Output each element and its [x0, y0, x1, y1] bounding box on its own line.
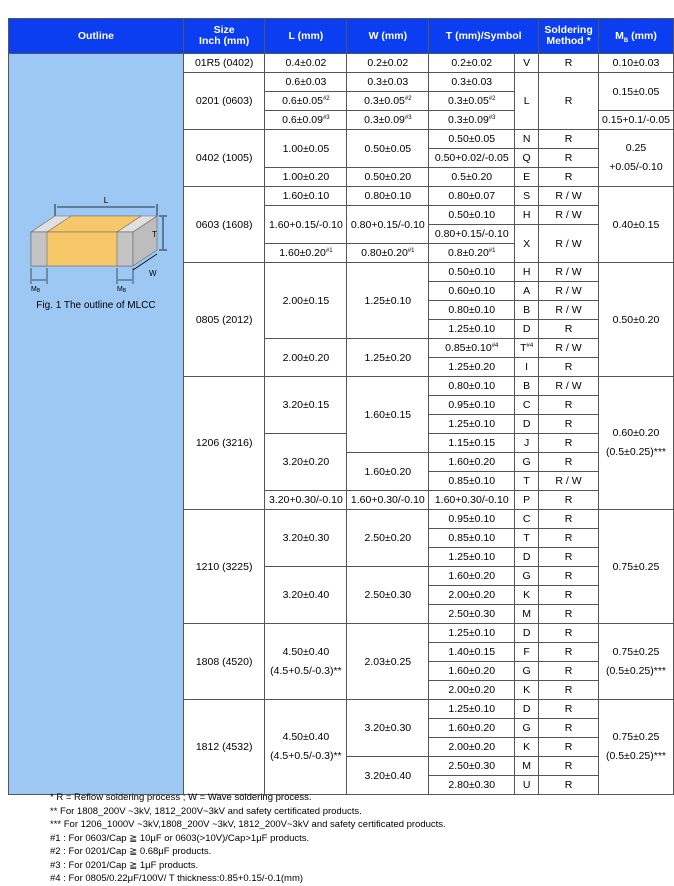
width-cell: 0.80+0.15/-0.10	[347, 206, 429, 244]
soldering-cell: R	[539, 73, 599, 130]
thickness-cell: 1.60±0.20	[429, 453, 515, 472]
symbol-cell	[515, 339, 539, 358]
chip-right-terminal-front	[117, 232, 133, 266]
length-cell	[265, 111, 347, 130]
header-mb-sub: B	[623, 37, 629, 44]
symbol-cell: A	[515, 282, 539, 301]
width-cell	[347, 111, 429, 130]
header-size	[183, 19, 265, 54]
thickness-cell: 0.80±0.10	[429, 377, 515, 396]
thickness-cell: 1.40±0.15	[429, 643, 515, 662]
length-value-line1: 4.50±0.40	[282, 645, 330, 658]
width-cell: 3.20±0.30	[347, 700, 429, 757]
mb-cell: 0.15+0.1/-0.05	[599, 111, 674, 130]
width-cell	[347, 92, 429, 111]
symbol-cell: H	[515, 263, 539, 282]
mb-value-line1: 0.25	[625, 142, 647, 154]
width-cell: 1.25±0.20	[347, 339, 429, 377]
thickness-cell: 2.80±0.30	[429, 776, 515, 795]
label-t: T	[152, 230, 157, 239]
symbol-cell: G	[515, 719, 539, 738]
header-thickness: T (mm)/Symbol	[429, 19, 539, 54]
footnotes	[50, 791, 446, 886]
thickness-cell: 1.60±0.20	[429, 719, 515, 738]
thickness-value: 0.3±0.09	[448, 114, 489, 126]
symbol-value: T	[520, 342, 527, 354]
soldering-cell: R	[539, 681, 599, 700]
footnote: #1 : For 0603/Cap ≧ 10μF or 0603(>10V)/Cap>1μF products.	[50, 832, 310, 844]
length-value: 0.6±0.05	[282, 95, 323, 107]
footnote-mark: #3	[488, 115, 496, 121]
footnote-mark: #2	[488, 96, 496, 102]
length-cell: 3.20±0.15	[265, 377, 347, 434]
thickness-cell: 0.60±0.10	[429, 282, 515, 301]
mb-value-line2: (0.5±0.25)***	[605, 664, 667, 677]
thickness-value: 0.3±0.05	[448, 95, 489, 107]
thickness-cell: 2.00±0.20	[429, 738, 515, 757]
size-cell: 1808 (4520)	[183, 624, 265, 700]
length-cell	[265, 92, 347, 111]
symbol-cell: D	[515, 415, 539, 434]
soldering-cell: R	[539, 529, 599, 548]
header-soldering-line2: Method *	[546, 35, 591, 47]
label-l: L	[103, 196, 109, 205]
thickness-cell: 1.60+0.30/-0.10	[429, 491, 515, 510]
soldering-cell: R	[539, 149, 599, 168]
symbol-cell: B	[515, 377, 539, 396]
size-cell: 1206 (3216)	[183, 377, 265, 510]
footnote: * R = Reflow soldering process ; W = Wave soldering process.	[50, 792, 312, 803]
soldering-cell: R / W	[539, 206, 599, 225]
width-cell: 2.50±0.30	[347, 567, 429, 624]
length-value-line2: (4.5+0.5/-0.3)**	[270, 750, 342, 762]
thickness-value: 0.8±0.20	[448, 247, 489, 259]
symbol-cell: S	[515, 187, 539, 206]
header-size-line2: Inch (mm)	[199, 35, 250, 47]
mb-cell: 0.50±0.20	[599, 263, 674, 377]
header-soldering	[539, 19, 599, 54]
symbol-cell: G	[515, 662, 539, 681]
soldering-cell: R	[539, 491, 599, 510]
symbol-cell: C	[515, 510, 539, 529]
length-value: 0.6±0.09	[282, 114, 323, 126]
width-value: 0.80±0.20	[361, 247, 408, 259]
footnote: ** For 1808_200V ~3kV, 1812_200V~3kV and safety certificated products.	[50, 805, 362, 817]
length-cell: 1.00±0.05	[265, 130, 347, 168]
mb-cell: 0.15±0.05	[599, 73, 674, 111]
footnote-mark: #4	[526, 343, 534, 349]
soldering-cell: R	[539, 130, 599, 149]
soldering-cell: R / W	[539, 282, 599, 301]
footnote: #2 : For 0201/Cap ≧ 0.68μF products.	[50, 846, 212, 857]
soldering-cell: R	[539, 567, 599, 586]
mb-cell: 0.75±0.25	[599, 510, 674, 624]
header-outline: Outline	[9, 19, 184, 54]
footnote-mark: #1	[488, 248, 496, 254]
soldering-cell: R	[539, 510, 599, 529]
width-cell: 0.2±0.02	[347, 54, 429, 73]
thickness-value: 0.85±0.10	[445, 342, 492, 354]
symbol-cell: D	[515, 320, 539, 339]
symbol-cell: F	[515, 643, 539, 662]
length-cell: 1.60±0.10	[265, 187, 347, 206]
thickness-cell: 1.25±0.10	[429, 700, 515, 719]
length-value-line2: (4.5+0.5/-0.3)**	[270, 664, 342, 677]
width-cell: 1.60±0.15	[347, 377, 429, 453]
width-cell: 3.20±0.40	[347, 757, 429, 795]
thickness-cell: 0.80±0.10	[429, 301, 515, 320]
symbol-cell: K	[515, 738, 539, 757]
soldering-cell: R / W	[539, 301, 599, 320]
length-cell: 3.20+0.30/-0.10	[265, 491, 347, 510]
label-mb-left: MB	[31, 286, 41, 294]
symbol-cell: M	[515, 757, 539, 776]
soldering-cell: R	[539, 586, 599, 605]
symbol-cell: M	[515, 605, 539, 624]
mb-value-line1: 0.60±0.20	[612, 427, 660, 439]
symbol-cell: T	[515, 529, 539, 548]
header-mb-suffix: (mm)	[628, 29, 657, 42]
width-cell: 1.60+0.30/-0.10	[347, 491, 429, 510]
soldering-cell: R / W	[539, 339, 599, 358]
thickness-cell: 1.25±0.10	[429, 548, 515, 567]
length-cell: 3.20±0.30	[265, 510, 347, 567]
length-cell	[265, 244, 347, 263]
symbol-cell: T	[515, 472, 539, 491]
footnote-mark: #4	[491, 343, 499, 349]
mb-cell	[599, 700, 674, 795]
length-cell: 2.00±0.20	[265, 339, 347, 377]
soldering-cell: R	[539, 776, 599, 795]
symbol-cell: D	[515, 624, 539, 643]
size-cell: 01R5 (0402)	[183, 54, 265, 73]
thickness-cell: 1.60±0.20	[429, 567, 515, 586]
thickness-cell: 0.85±0.10	[429, 529, 515, 548]
thickness-cell	[429, 339, 515, 358]
soldering-cell: R / W	[539, 225, 599, 263]
soldering-cell: R	[539, 719, 599, 738]
symbol-cell: P	[515, 491, 539, 510]
footnote: #3 : For 0201/Cap ≧ 1μF products.	[50, 859, 199, 871]
mb-cell	[599, 377, 674, 510]
soldering-cell: R / W	[539, 377, 599, 396]
mb-value-line1: 0.75±0.25	[612, 731, 660, 743]
symbol-cell: I	[515, 358, 539, 377]
width-value: 0.3±0.05	[364, 95, 405, 107]
thickness-cell	[429, 92, 515, 111]
length-cell: 2.00±0.15	[265, 263, 347, 339]
footnote: *** For 1206_1000V ~3kV,1808_200V ~3kV, 1812_200V~3kV and safety certificated products.	[50, 819, 446, 830]
thickness-cell: 1.60±0.20	[429, 662, 515, 681]
mb-cell: 0.10±0.03	[599, 54, 674, 73]
width-value: 0.3±0.09	[364, 114, 405, 126]
width-cell: 0.80±0.10	[347, 187, 429, 206]
thickness-cell: 2.50±0.30	[429, 757, 515, 776]
thickness-cell: 1.15±0.15	[429, 434, 515, 453]
soldering-cell: R	[539, 358, 599, 377]
mb-cell	[599, 130, 674, 187]
soldering-cell: R	[539, 662, 599, 681]
symbol-cell: G	[515, 453, 539, 472]
figure-caption: Fig. 1 The outline of MLCC	[36, 300, 156, 311]
width-cell: 0.50±0.20	[347, 168, 429, 187]
width-cell: 2.50±0.20	[347, 510, 429, 567]
thickness-cell	[429, 244, 515, 263]
width-cell: 0.3±0.03	[347, 73, 429, 92]
thickness-cell: 2.00±0.20	[429, 586, 515, 605]
mb-value-line2: (0.5±0.25)***	[605, 446, 667, 458]
header-soldering-line1: Soldering	[544, 24, 593, 36]
soldering-cell: R	[539, 643, 599, 662]
width-cell	[347, 244, 429, 263]
thickness-cell: 2.50±0.30	[429, 605, 515, 624]
soldering-cell: R	[539, 453, 599, 472]
symbol-cell: D	[515, 548, 539, 567]
symbol-cell: X	[515, 225, 539, 263]
thickness-cell: 0.50+0.02/-0.05	[429, 149, 515, 168]
soldering-cell: R / W	[539, 263, 599, 282]
symbol-cell: V	[515, 54, 539, 73]
header-size-line1: Size	[213, 24, 235, 36]
symbol-cell: K	[515, 586, 539, 605]
soldering-cell: R	[539, 605, 599, 624]
thickness-cell: 0.5±0.20	[429, 168, 515, 187]
header-mb	[599, 19, 674, 54]
mb-cell: 0.40±0.15	[599, 187, 674, 263]
size-cell: 0201 (0603)	[183, 73, 265, 130]
length-cell: 1.60+0.15/-0.10	[265, 206, 347, 244]
soldering-cell: R	[539, 396, 599, 415]
footnote-mark: #2	[404, 96, 412, 102]
thickness-cell	[429, 111, 515, 130]
thickness-cell: 2.00±0.20	[429, 681, 515, 700]
thickness-cell: 1.25±0.20	[429, 358, 515, 377]
footnote-mark: #3	[404, 115, 412, 121]
label-mb-right: MB	[117, 286, 127, 294]
soldering-cell: R	[539, 320, 599, 339]
length-cell: 3.20±0.40	[265, 567, 347, 624]
length-cell: 1.00±0.20	[265, 168, 347, 187]
size-cell: 0402 (1005)	[183, 130, 265, 187]
mb-value-line2: (0.5±0.25)***	[605, 750, 667, 762]
thickness-cell: 0.3±0.03	[429, 73, 515, 92]
symbol-cell: L	[515, 73, 539, 130]
thickness-cell: 0.50±0.10	[429, 263, 515, 282]
size-cell: 1210 (3225)	[183, 510, 265, 624]
mb-value-line1: 0.75±0.25	[612, 645, 660, 658]
footnote-mark: #3	[322, 115, 330, 121]
symbol-cell: D	[515, 700, 539, 719]
soldering-cell: R	[539, 434, 599, 453]
soldering-cell: R	[539, 738, 599, 757]
mlcc-outline-diagram	[17, 194, 167, 294]
thickness-cell: 0.85±0.10	[429, 472, 515, 491]
length-cell: 0.6±0.03	[265, 73, 347, 92]
length-cell	[265, 700, 347, 795]
outline-figure-cell	[9, 54, 184, 795]
size-cell: 1812 (4532)	[183, 700, 265, 795]
size-cell: 0805 (2012)	[183, 263, 265, 377]
header-mb-prefix: M	[615, 29, 624, 42]
length-cell: 3.20±0.20	[265, 434, 347, 491]
length-value-line1: 4.50±0.40	[282, 731, 330, 743]
width-cell: 1.60±0.20	[347, 453, 429, 491]
length-cell	[265, 624, 347, 700]
soldering-cell: R	[539, 415, 599, 434]
header-length: L (mm)	[265, 19, 347, 54]
soldering-cell: R / W	[539, 187, 599, 206]
symbol-cell: E	[515, 168, 539, 187]
thickness-cell: 0.50±0.10	[429, 206, 515, 225]
footnote-mark: #2	[322, 96, 330, 102]
footnote-mark: #1	[407, 248, 415, 254]
soldering-cell: R	[539, 700, 599, 719]
thickness-cell: 0.95±0.10	[429, 510, 515, 529]
symbol-cell: K	[515, 681, 539, 700]
length-cell: 0.4±0.02	[265, 54, 347, 73]
symbol-cell: H	[515, 206, 539, 225]
soldering-cell: R	[539, 624, 599, 643]
symbol-cell: N	[515, 130, 539, 149]
mb-value-line2: +0.05/-0.10	[609, 161, 663, 173]
header-row	[9, 19, 674, 54]
width-cell: 2.03±0.25	[347, 624, 429, 700]
label-w: W	[149, 269, 157, 278]
footnote: #4 : For 0805/0.22μF/100V/ T thickness:0.85+0.15/-0.1(mm)	[50, 873, 304, 884]
thickness-cell: 0.80±0.07	[429, 187, 515, 206]
width-cell: 1.25±0.10	[347, 263, 429, 339]
soldering-cell: R	[539, 168, 599, 187]
header-width: W (mm)	[347, 19, 429, 54]
symbol-cell: C	[515, 396, 539, 415]
symbol-cell: B	[515, 301, 539, 320]
thickness-cell: 1.25±0.10	[429, 320, 515, 339]
symbol-cell: U	[515, 776, 539, 795]
soldering-cell: R	[539, 54, 599, 73]
length-value: 1.60±0.20	[279, 247, 326, 259]
thickness-cell: 0.80+0.15/-0.10	[429, 225, 515, 244]
soldering-cell: R / W	[539, 472, 599, 491]
symbol-cell: Q	[515, 149, 539, 168]
thickness-cell: 0.95±0.10	[429, 396, 515, 415]
symbol-cell: G	[515, 567, 539, 586]
mlcc-dimension-table	[8, 18, 674, 795]
mb-cell	[599, 624, 674, 700]
thickness-cell: 1.25±0.10	[429, 415, 515, 434]
symbol-cell: J	[515, 434, 539, 453]
thickness-cell: 1.25±0.10	[429, 624, 515, 643]
chip-left-terminal	[31, 232, 47, 266]
width-cell: 0.50±0.05	[347, 130, 429, 168]
thickness-cell: 0.50±0.05	[429, 130, 515, 149]
size-cell: 0603 (1608)	[183, 187, 265, 263]
soldering-cell: R	[539, 757, 599, 776]
thickness-cell: 0.2±0.02	[429, 54, 515, 73]
soldering-cell: R	[539, 548, 599, 567]
footnote-mark: #1	[325, 248, 333, 254]
table-row	[9, 54, 674, 73]
